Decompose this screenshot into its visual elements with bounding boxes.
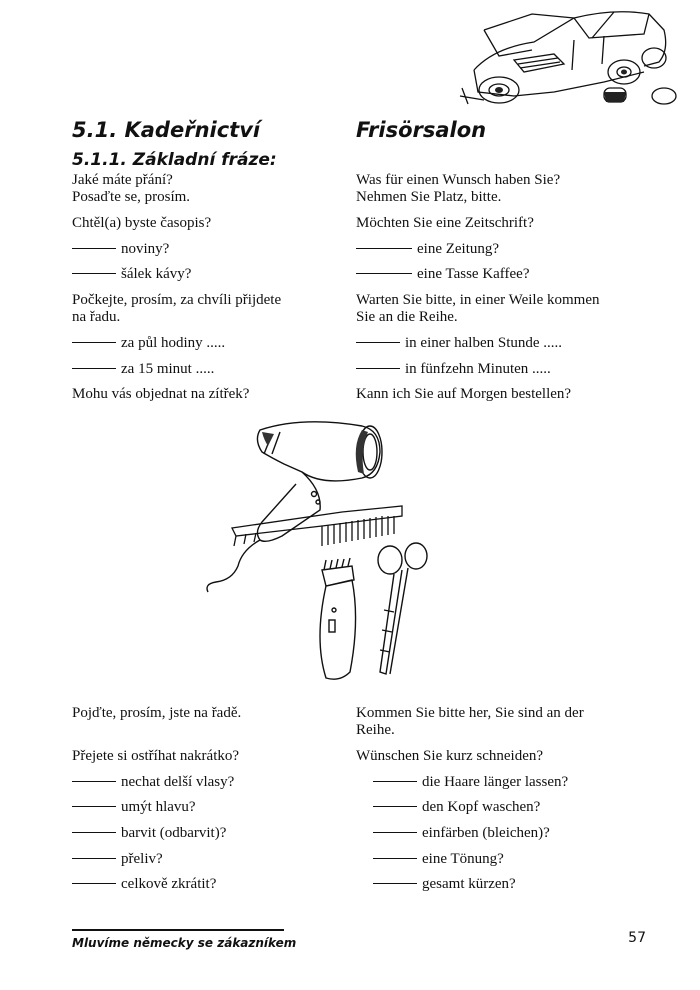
continuation-dash [373,781,417,782]
phrase-text: šálek kávy? [121,266,192,282]
phrase-cz [72,799,334,816]
continuation-dash [72,273,116,274]
phrase-text: einfärben (bleichen)? [422,825,550,841]
phrase-cz [72,386,334,403]
phrase-de [356,172,646,206]
phrase-text: za půl hodiny ..... [121,335,226,351]
phrase-text: in fünfzehn Minuten ..... [405,361,551,377]
phrase-text: den Kopf waschen? [422,799,541,815]
phrase-column-cz-bottom [72,705,334,905]
phrase-cz [72,215,334,232]
continuation-dash [72,368,116,369]
phrase-text: Was für einen Wunsch haben Sie? [356,172,561,188]
phrase-de [356,876,663,893]
phrase-de [356,825,663,842]
phrase-text: gesamt kürzen? [422,876,516,892]
phrase-column-de-bottom [356,705,646,905]
continuation-dash [373,858,417,859]
phrase-text: za 15 minut ..... [121,361,215,377]
car-repair-illustration [454,0,684,108]
phrase-de [356,292,646,326]
phrase-de [356,774,663,791]
phrase-text: Přejete si ostříhat nakrátko? [72,748,240,764]
phrase-text: die Haare länger lassen? [422,774,569,790]
continuation-dash [356,368,400,369]
phrase-text: Mohu vás objednat na zítřek? [72,386,250,402]
continuation-dash [72,832,116,833]
phrase-text: Wünschen Sie kurz schneiden? [356,748,544,764]
continuation-dash [356,273,412,274]
subsection-title: 5.1.1. Základní fráze: [72,150,277,170]
phrase-text: Möchten Sie eine Zeitschrift? [356,215,534,231]
phrase-text: nechat delší vlasy? [121,774,235,790]
footer-rule [72,929,284,931]
phrase-cz [72,172,334,206]
phrase-text: noviny? [121,241,170,257]
continuation-dash [356,342,400,343]
phrase-text: Jaké máte přání? [72,172,173,188]
scissors-icon [378,543,427,674]
phrase-de [356,748,646,765]
hairdryer-icon [207,422,382,592]
phrase-de [356,215,646,232]
phrase-de [356,241,646,258]
phrase-column-cz-top [72,172,334,412]
phrase-text: Posaďte se, prosím. [72,189,191,205]
phrase-text: Kommen Sie bitte her, Sie sind an der [356,705,584,721]
phrase-de [356,266,646,283]
section-title-cz: 5.1. Kadeřnictví [72,118,261,142]
clipper-icon [320,558,356,679]
phrase-de [356,386,646,403]
phrase-cz [72,292,334,326]
continuation-dash [72,858,116,859]
continuation-dash [373,832,417,833]
phrase-de [356,705,646,739]
continuation-dash [72,781,116,782]
phrase-text: přeliv? [121,851,163,867]
continuation-dash [72,248,116,249]
phrase-text: in einer halben Stunde ..... [405,335,563,351]
continuation-dash [72,806,116,807]
phrase-cz [72,774,334,791]
continuation-dash [356,248,412,249]
phrase-text: celkově zkrátit? [121,876,217,892]
phrase-text: Reihe. [356,722,395,738]
phrase-text: Nehmen Sie Platz, bitte. [356,189,502,205]
phrase-cz [72,335,334,352]
phrase-text: Počkejte, prosím, za chvíli přijdete [72,292,282,308]
phrase-cz [72,851,334,868]
continuation-dash [373,883,417,884]
phrase-text: umýt hlavu? [121,799,196,815]
phrase-cz [72,876,334,893]
phrase-cz [72,748,334,765]
section-title-de: Frisörsalon [356,118,487,142]
phrase-text: barvit (odbarvit)? [121,825,227,841]
phrase-text: Kann ich Sie auf Morgen bestellen? [356,386,572,402]
continuation-dash [72,883,116,884]
footer-book-title: Mluvíme německy se zákazníkem [72,936,297,950]
continuation-dash [373,806,417,807]
phrase-de [356,335,646,352]
phrase-text: eine Tönung? [422,851,504,867]
phrase-text: na řadu. [72,309,121,325]
phrase-de [356,361,646,378]
phrase-cz [72,361,334,378]
phrase-cz [72,241,334,258]
phrase-text: eine Tasse Kaffee? [417,266,530,282]
phrase-cz [72,825,334,842]
phrase-cz [72,705,334,722]
page-number: 57 [628,930,646,946]
hair-tools-illustration [202,410,432,690]
phrase-de [356,799,663,816]
phrase-column-de-top [356,172,646,412]
continuation-dash [72,342,116,343]
phrase-de [356,851,663,868]
phrase-text: eine Zeitung? [417,241,500,257]
phrase-text: Chtěl(a) byste časopis? [72,215,212,231]
phrase-text: Warten Sie bitte, in einer Weile kommen [356,292,600,308]
phrase-cz [72,266,334,283]
phrase-text: Pojďte, prosím, jste na řadě. [72,705,242,721]
phrase-text: Sie an die Reihe. [356,309,458,325]
